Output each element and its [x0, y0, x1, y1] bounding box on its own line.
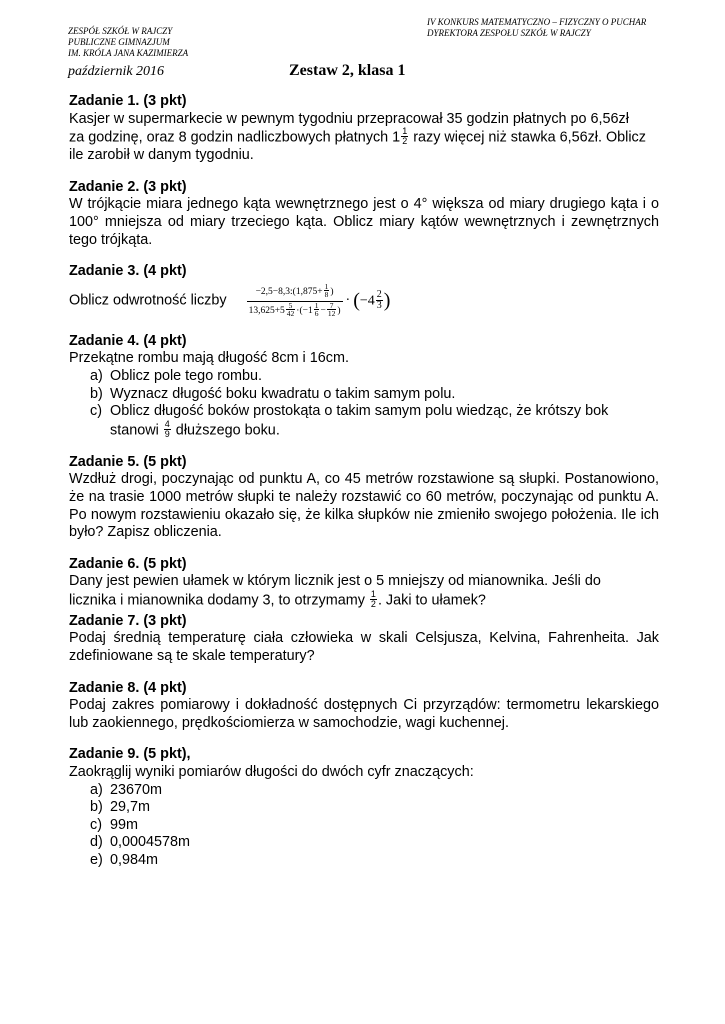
task-9 [69, 746, 659, 869]
item-label: e) [90, 852, 103, 868]
item-text: Oblicz pole tego rombu. [110, 367, 262, 384]
contest-line-2: DYREKTORA ZESPOŁU SZKÓŁ W RAJCZY [427, 28, 591, 38]
task-text-line: za godzinę, oraz 8 godzin nadliczbowych płatnych 1 [69, 129, 401, 146]
paren-close: ) [383, 289, 391, 312]
task-text-line: ile zarobił w danym tygodniu. [69, 147, 254, 164]
multiply-sign: · [345, 293, 351, 309]
item-label: b) [90, 385, 103, 402]
school-line-2: PUBLICZNE GIMNAZJUM [68, 37, 170, 47]
fraction [370, 590, 377, 609]
fraction-numerator: 5 [286, 302, 296, 311]
task-6 [69, 556, 659, 610]
contest-header [427, 17, 646, 39]
expr-part: ) [330, 286, 334, 297]
fraction-denominator: 12 [327, 309, 336, 319]
task-1 [69, 93, 659, 165]
task-text: Przekątne rombu mają długość 8cm i 16cm. [69, 350, 349, 367]
task-text [69, 573, 659, 610]
expr-part: − [320, 305, 326, 316]
math-expression [247, 281, 391, 319]
list-item [90, 403, 659, 440]
school-line-1: ZESPÓŁ SZKÓŁ W RAJCZY [68, 26, 173, 36]
item-text: 29,7m [110, 799, 150, 816]
fraction [401, 127, 408, 146]
item-text: 0,984m [110, 852, 158, 868]
fraction-denominator: 2 [402, 136, 408, 147]
subtask-list [69, 368, 659, 440]
subtask-list [69, 782, 659, 870]
task-2 [69, 179, 659, 249]
fraction [327, 302, 337, 318]
list-item [90, 782, 659, 800]
item-label: b) [90, 799, 103, 816]
expr-part: ) [337, 305, 341, 316]
school-header [68, 26, 188, 59]
item-text-line: Oblicz długość boków prostokąta o takim samym polu wiedząc, że krótszy bok [110, 403, 609, 420]
task-text-line: Dany jest pewien ułamek w którym licznik jest o 5 mniejszy od mianownika. Jeśli do [69, 573, 601, 590]
item-label: c) [90, 816, 102, 833]
fraction [164, 420, 171, 439]
task-text: Podaj średnią temperaturę ciała człowieka w skali Celsjusza, Kelvina, Fahrenheita. Jak zdefiniowane są te skale temperatury? [69, 630, 659, 665]
task-text: Wzdłuż drogi, poczynając od punktu A, co 45 metrów rozstawione są słupki. Postanowiono, że na trasie 1000 metrów słupki te należy rozstawić co 60 metrów, poczynając od punktu A. Po nowym rozstawieniu okazało się, że kilka słupków nie zmieniło swojego położenia. Ile ich było? Zapisz obliczenia. [69, 471, 659, 541]
expr-part: ·(−1 [296, 305, 313, 316]
fraction-numerator: 7 [327, 302, 337, 311]
list-item [90, 817, 659, 835]
task-title: Zadanie 4. (4 pkt) [69, 332, 187, 349]
task-text-line: razy więcej niż stawka 6,56zł. Oblicz [409, 129, 646, 146]
task-8 [69, 680, 659, 733]
fraction-denominator: 9 [164, 428, 170, 439]
list-item [90, 386, 659, 404]
fraction-denominator: 6 [314, 309, 319, 319]
task-text: W trójkącie miara jednego kąta wewnętrznego jest o 4° większa od miary drugiego kąta i o 100° mniejsza od miary trzeciego kąta. Oblicz miary kątów wewnętrznych i zewnętrznych tego trójkąta. [69, 196, 659, 248]
expr-part: 13,625+5 [248, 305, 285, 316]
task-title: Zadanie 2. (3 pkt) [69, 178, 187, 195]
list-item [90, 852, 659, 870]
task-text: Podaj zakres pomiarowy i dokładność dostępnych Ci przyrządów: termometru lekarskiego lub zaokiennego, prędkościomierza w samochodzie, wagi kuchennej. [69, 697, 659, 731]
task-5 [69, 454, 659, 542]
date: październik 2016 [68, 64, 165, 79]
task-text: Zaokrąglij wyniki pomiarów długości do dwóch cyfr znaczących: [69, 764, 474, 781]
item-label: a) [90, 781, 103, 798]
fraction-numerator: 4 [164, 418, 170, 429]
task-4 [69, 333, 659, 440]
item-text-line: dłuższego boku. [171, 422, 280, 439]
fraction-numerator: 1 [370, 588, 376, 599]
expression-numerator [247, 281, 343, 302]
list-item [90, 368, 659, 386]
fraction-numerator: 1 [314, 300, 319, 310]
task-title: Zadanie 1. (3 pkt) [69, 93, 187, 109]
task-text-line: . Jaki to ułamek? [377, 592, 486, 609]
task-3 [69, 263, 659, 319]
list-item [90, 799, 659, 817]
compound-fraction [247, 281, 343, 319]
task-title: Zadanie 7. (3 pkt) [69, 612, 187, 629]
fraction-numerator: 1 [402, 126, 408, 137]
task-title: Zadanie 9. (5 pkt), [69, 746, 191, 763]
expr-part: −2,5−8,3:(1,875+ [255, 286, 323, 297]
school-line-3: IM. KRÓLA JANA KAZIMIERZA [68, 48, 189, 58]
task-title: Zadanie 3. (4 pkt) [69, 263, 187, 280]
task-text-line: licznika i mianownika dodamy 3, to otrzymamy [69, 592, 369, 609]
item-text: Wyznacz długość boku kwadratu o takim samym polu. [110, 385, 456, 402]
mixed-whole: −4 [359, 293, 375, 309]
fraction [286, 302, 296, 318]
item-label: c) [90, 403, 102, 420]
task-title: Zadanie 5. (5 pkt) [69, 453, 187, 470]
fraction [376, 290, 383, 311]
task-list [69, 93, 659, 870]
fraction [324, 283, 330, 299]
task-text [69, 281, 659, 319]
fraction-denominator: 2 [370, 598, 376, 609]
paren-open: ( [353, 289, 360, 312]
item-text: 99m [110, 816, 138, 833]
item-text: 0,0004578m [110, 834, 191, 851]
item-label: a) [90, 367, 103, 384]
item-label: d) [90, 834, 103, 851]
page-title: Zestaw 2, klasa 1 [289, 62, 406, 79]
fraction [314, 302, 320, 318]
task-text-line: Oblicz odwrotność liczby [69, 292, 227, 309]
expression-denominator [247, 302, 343, 319]
task-title: Zadanie 6. (5 pkt) [69, 555, 187, 572]
item-text: 23670m [110, 781, 163, 798]
item-text [110, 403, 659, 440]
fraction-denominator: 3 [376, 299, 382, 311]
task-text [69, 111, 659, 165]
fraction-denominator: 42 [286, 309, 295, 319]
task-text-line: Kasjer w supermarkecie w pewnym tygodniu przepracował 35 godzin płatnych po 6,56zł [69, 110, 629, 127]
fraction-denominator: 8 [324, 290, 329, 300]
item-text-line: stanowi [110, 422, 163, 439]
fraction-numerator: 1 [324, 281, 329, 291]
task-7 [69, 613, 659, 666]
fraction-numerator: 2 [376, 288, 382, 300]
contest-line-1: IV KONKURS MATEMATYCZNO – FIZYCZNY O PUCHAR [427, 17, 647, 27]
task-title: Zadanie 8. (4 pkt) [69, 679, 187, 696]
list-item [90, 834, 659, 852]
